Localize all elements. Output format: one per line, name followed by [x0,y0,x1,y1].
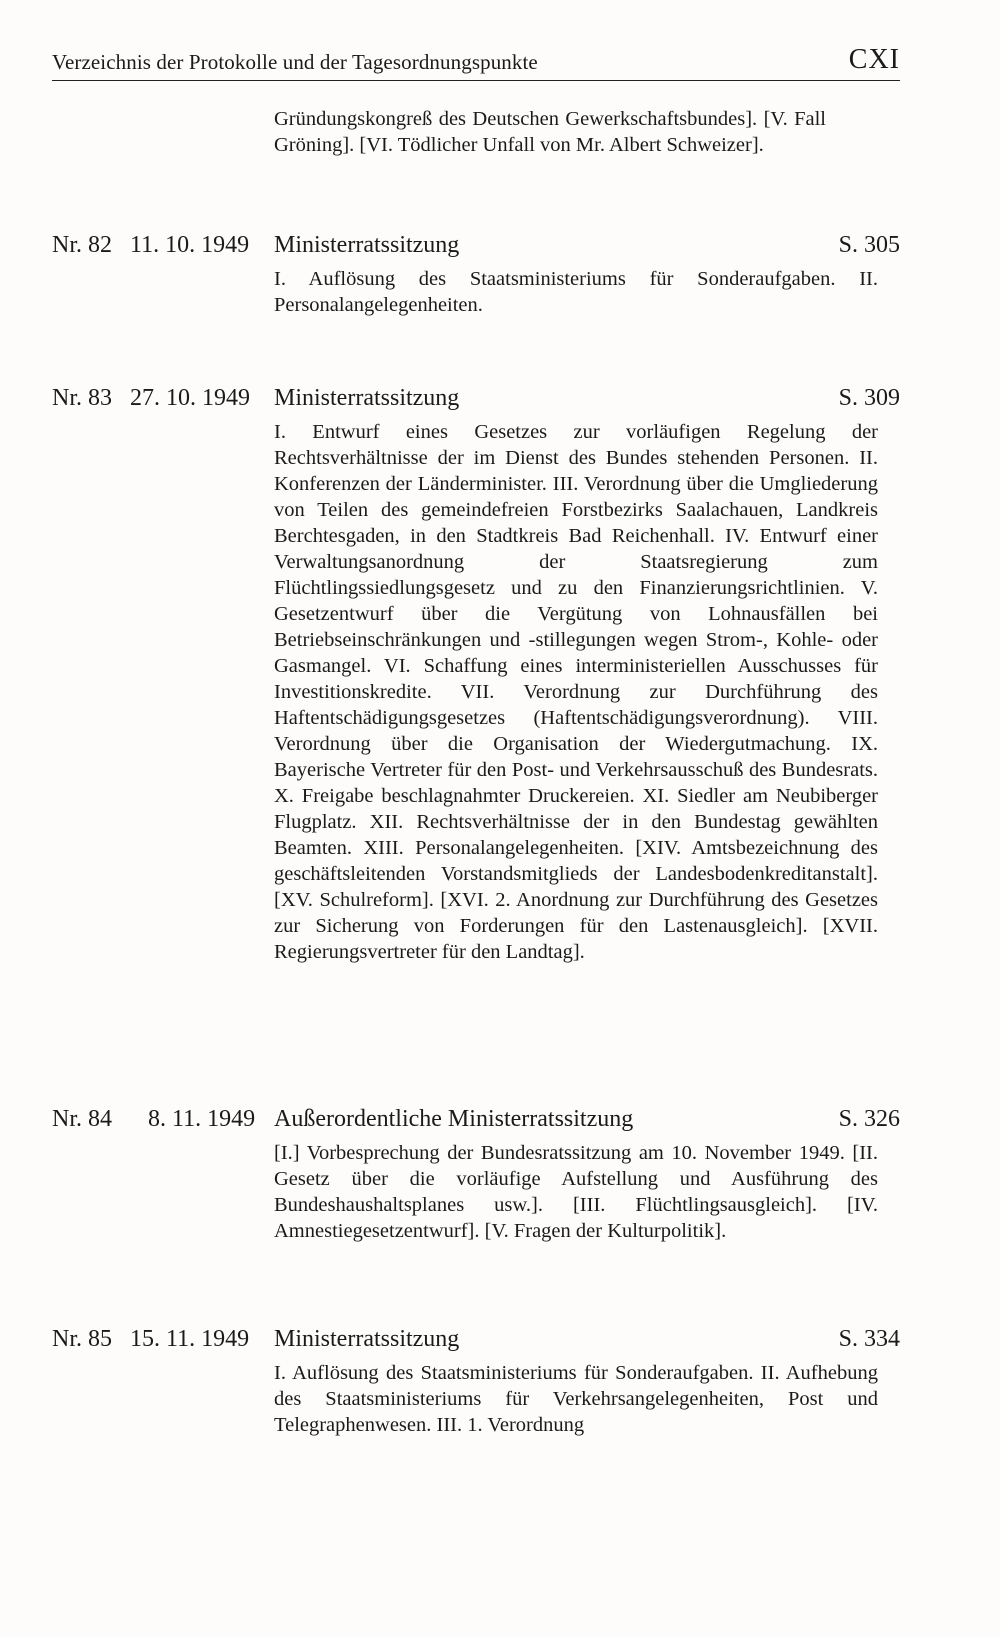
protocol-entry-85 [52,1326,900,1438]
protocol-entry-84 [52,1106,900,1244]
entry-number: Nr. 83 [52,385,112,411]
entry-title: Ministerratssitzung [274,232,460,258]
entry-page-ref: S. 305 [838,232,900,258]
entry-agenda-text: I. Entwurf eines Gesetzes zur vorläufigen Regelung der Rechtsverhältnisse der im Dienst des Bundes stehenden Personen. II. Konferenzen der Länderminister. III. Verordnung über die Umgliederung von Teilen des gemeindefreien Forstbezirks Saalachauen, Landkreis Berchtesgaden, in den Stadtkreis Bad Reichenhall. IV. Entwurf einer Verwaltungsanordnung der Staatsregierung zum Flüchtlingssiedlungsgesetz und zu den Finanzierungsrichtlinien. V. Gesetzentwurf über die Vergütung von Lohnausfällen bei Betriebseinschränkungen und -stillegungen wegen Strom-, Kohle- oder Gasmangel. VI. Schaffung eines interministeriellen Ausschusses für Investitionskredite. VII. Verordnung zur Durchführung des Haftentschädigungsgesetzes (Haftentschädigungsverordnung). VIII. Verordnung über die Organisation der Wiedergutmachung. IX. Bayerische Vertreter für den Post- und Verkehrsausschuß des Bundesrats. X. Freigabe beschlagnahmter Druckereien. XI. Siedler am Neubiberger Flugplatz. XII. Rechtsverhältnisse der in den Bundestag gewählten Beamten. XIII. Personalangelegenheiten. [XIV. Amtsbezeichnung des geschäftsleitenden Vorstandsmitglieds der Landesbodenkreditanstalt]. [XV. Schulreform]. [XVI. 2. Anordnung zur Durchführung des Gesetzes zur Sicherung von Forderungen für den Lastenausgleich]. [XVII. Regierungsvertreter für den Landtag]. [274,421,878,963]
protocol-entry-83 [52,385,900,965]
entry-title: Ministerratssitzung [274,1326,460,1352]
entry-page-ref: S. 334 [838,1326,900,1352]
entry-date: 15. 11. 1949 [130,1326,250,1352]
running-header [52,44,900,84]
header-page-number: CXI [848,44,900,75]
entry-title: Außerordentliche Ministerratssitzung [274,1106,634,1132]
entry-agenda-text: [I.] Vorbesprechung der Bundesratssitzung am 10. November 1949. [II. Gesetz über die vorläufige Aufstellung und Ausführung des Bundeshaushaltsplanes usw.]. [III. Flüchtlingsausgleich]. [IV. Amnestiegesetzentwurf]. [V. Fragen der Kulturpolitik]. [274,1142,878,1242]
entry-heading [52,1106,900,1140]
entry-date: 11. 10. 1949 [130,232,250,258]
header-title: Verzeichnis der Protokolle und der Tagesordnungspunkte [52,50,538,74]
entry-number: Nr. 84 [52,1106,112,1132]
entry-page-ref: S. 309 [838,385,900,411]
entry-number: Nr. 82 [52,232,112,258]
entry-date: 27. 10. 1949 [130,385,250,411]
entry-title: Ministerratssitzung [274,385,460,411]
entry-date: 8. 11. 1949 [148,1106,256,1132]
entry-heading [52,232,900,266]
entry-page-ref: S. 326 [838,1106,900,1132]
entry-heading [52,385,900,419]
entry-heading [52,1326,900,1360]
header-rule [52,80,900,81]
protocol-entry-82 [52,232,900,318]
entry-agenda-text: I. Auflösung des Staatsministeriums für Sonderaufgaben. II. Personalangelegenheiten. [274,268,878,316]
entry-agenda-text: I. Auflösung des Staatsministeriums für Sonderaufgaben. II. Aufhebung des Staatsministeriums für Verkehrsangelegenheiten, Post und Telegraphenwesen. III. 1. Verordnung [274,1362,878,1436]
entry-number: Nr. 85 [52,1326,112,1352]
continued-entry-text: Gründungskongreß des Deutschen Gewerkschaftsbundes]. [V. Fall Gröning]. [VI. Tödlicher Unfall von Mr. Albert Schweizer]. [274,108,826,156]
